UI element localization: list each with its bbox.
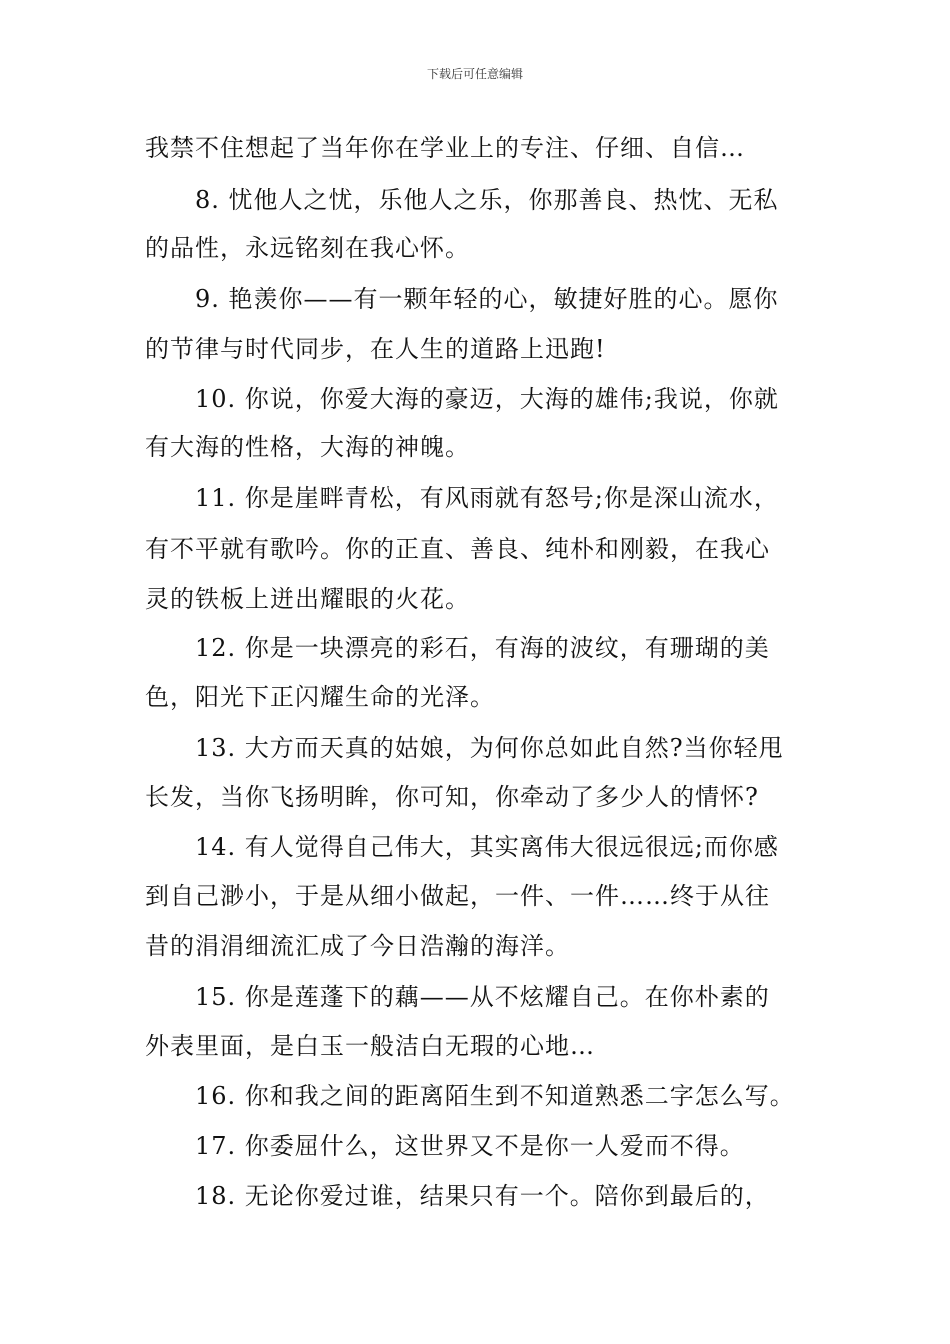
text-line: 11. 你是崖畔青松，有风雨就有怒号;你是深山流水，: [195, 484, 779, 512]
text-line: 12. 你是一块漂亮的彩石，有海的波纹，有珊瑚的美: [195, 634, 770, 662]
text-line: 有不平就有歌吟。你的正直、善良、纯朴和刚毅，在我心: [145, 535, 770, 563]
text-line: 有大海的性格，大海的神魄。: [145, 433, 470, 461]
text-line: 我禁不住想起了当年你在学业上的专注、仔细、自信…: [145, 134, 745, 162]
text-line: 10. 你说，你爱大海的豪迈，大海的雄伟;我说，你就: [195, 385, 779, 413]
text-line: 到自己渺小，于是从细小做起，一件、一件……终于从往: [145, 882, 770, 910]
text-line: 色，阳光下正闪耀生命的光泽。: [145, 683, 495, 711]
text-line: 的节律与时代同步，在人生的道路上迅跑!: [145, 335, 606, 363]
text-line: 16. 你和我之间的距离陌生到不知道熟悉二字怎么写。: [195, 1082, 795, 1110]
page-header: 下载后可任意编辑: [426, 67, 523, 81]
text-line: 的品性，永远铭刻在我心怀。: [145, 234, 470, 262]
text-line: 9. 艳羡你——有一颗年轻的心，敏捷好胜的心。愿你: [195, 285, 779, 313]
text-line: 灵的铁板上迸出耀眼的火花。: [145, 585, 470, 613]
text-line: 8. 忧他人之忧，乐他人之乐，你那善良、热忱、无私: [195, 186, 779, 214]
text-line: 17. 你委屈什么，这世界又不是你一人爱而不得。: [195, 1132, 745, 1160]
text-line: 15. 你是莲蓬下的藕——从不炫耀自己。在你朴素的: [195, 983, 770, 1011]
text-line: 13. 大方而天真的姑娘，为何你总如此自然?当你轻甩: [195, 734, 784, 762]
text-line: 14. 有人觉得自己伟大，其实离伟大很远很远;而你感: [195, 833, 779, 861]
text-line: 长发，当你飞扬明眸，你可知，你牵动了多少人的情怀?: [145, 783, 759, 811]
text-line: 昔的涓涓细流汇成了今日浩瀚的海洋。: [145, 932, 570, 960]
text-line: 外表里面，是白玉一般洁白无瑕的心地…: [145, 1032, 595, 1060]
text-line: 18. 无论你爱过谁，结果只有一个。陪你到最后的，: [195, 1182, 770, 1210]
